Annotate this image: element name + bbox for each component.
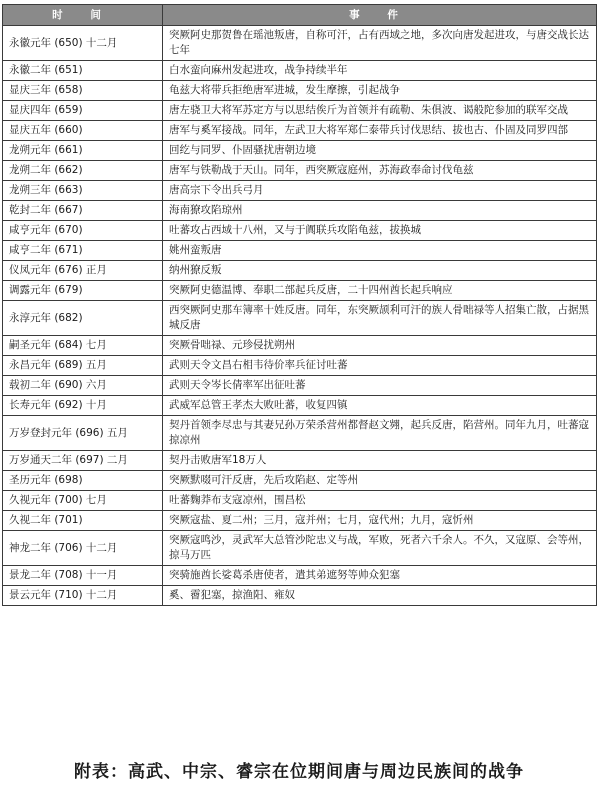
table-row — [3, 416, 597, 451]
table-row — [3, 356, 597, 376]
table-row — [3, 451, 597, 471]
table-row — [3, 301, 597, 336]
time-cell: 景龙二年 (708) 十一月 — [3, 566, 163, 586]
time-cell: 万岁登封元年 (696) 五月 — [3, 416, 163, 451]
table-row — [3, 281, 597, 301]
time-cell: 显庆四年 (659) — [3, 101, 163, 121]
time-cell: 万岁通天二年 (697) 二月 — [3, 451, 163, 471]
table-row — [3, 261, 597, 281]
event-cell: 西突厥阿史那车簿率十姓反唐。同年，东突厥颉利可汗的族人骨咄禄等人招集亡散，占据黑城反唐 — [163, 301, 597, 336]
time-cell: 永徽二年 (651) — [3, 61, 163, 81]
time-cell: 载初二年 (690) 六月 — [3, 376, 163, 396]
event-cell: 武威军总管王孝杰大败吐蕃，收复四镇 — [163, 396, 597, 416]
time-cell: 嗣圣元年 (684) 七月 — [3, 336, 163, 356]
time-cell: 圣历元年 (698) — [3, 471, 163, 491]
event-cell: 唐高宗下令出兵弓月 — [163, 181, 597, 201]
time-cell: 景云元年 (710) 十二月 — [3, 586, 163, 606]
table-row — [3, 181, 597, 201]
event-cell: 突厥寇鸣沙，灵武军大总管沙陀忠义与战，军败，死者六千余人。不久，又寇原、会等州，掠马万匹 — [163, 531, 597, 566]
table-row — [3, 121, 597, 141]
table-row — [3, 221, 597, 241]
table-row — [3, 81, 597, 101]
event-cell: 唐左骁卫大将军苏定方与以思结俟斤为首领并有疏勒、朱俱波、谒般陀参加的联军交战 — [163, 101, 597, 121]
event-cell: 唐军与铁勒战于天山。同年，西突厥寇庭州，苏海政奉命讨伐龟兹 — [163, 161, 597, 181]
time-cell: 咸亨元年 (670) — [3, 221, 163, 241]
event-cell: 武则天令文昌右相韦待价率兵征讨吐蕃 — [163, 356, 597, 376]
table-row — [3, 491, 597, 511]
event-cell: 契丹击败唐军18万人 — [163, 451, 597, 471]
event-cell: 突厥骨咄禄、元珍侵扰朔州 — [163, 336, 597, 356]
table-row — [3, 26, 597, 61]
time-cell: 乾封二年 (667) — [3, 201, 163, 221]
time-cell: 龙朔三年 (663) — [3, 181, 163, 201]
header-event: 事 件 — [163, 5, 597, 26]
event-cell: 奚、霫犯塞，掠渔阳、雍奴 — [163, 586, 597, 606]
table-row — [3, 376, 597, 396]
time-cell: 永昌元年 (689) 五月 — [3, 356, 163, 376]
event-cell: 吐蕃麴莽布支寇凉州，围昌松 — [163, 491, 597, 511]
table-row — [3, 531, 597, 566]
event-cell: 龟兹大将带兵拒绝唐军进城，发生摩擦，引起战争 — [163, 81, 597, 101]
time-cell: 永淳元年 (682) — [3, 301, 163, 336]
table-row — [3, 201, 597, 221]
time-cell: 神龙二年 (706) 十二月 — [3, 531, 163, 566]
event-cell: 突厥阿史德温博、奉职二部起兵反唐，二十四州酋长起兵响应 — [163, 281, 597, 301]
table-row — [3, 141, 597, 161]
time-cell: 龙朔二年 (662) — [3, 161, 163, 181]
table-row — [3, 471, 597, 491]
event-cell: 吐蕃攻占西域十八州，又与于阗联兵攻陷龟兹，拔换城 — [163, 221, 597, 241]
event-cell: 海南獠攻陷琼州 — [163, 201, 597, 221]
time-cell: 龙朔元年 (661) — [3, 141, 163, 161]
table-caption: 附表：高武、中宗、睿宗在位期间唐与周边民族间的战争 — [74, 762, 524, 782]
time-cell: 长寿元年 (692) 十月 — [3, 396, 163, 416]
table-row — [3, 101, 597, 121]
event-cell: 突厥默啜可汗反唐，先后攻陷赵、定等州 — [163, 471, 597, 491]
table-body — [3, 26, 597, 606]
event-cell: 突厥寇盐、夏二州；三月，寇并州；七月，寇代州；九月，寇忻州 — [163, 511, 597, 531]
time-cell: 调露元年 (679) — [3, 281, 163, 301]
table-row — [3, 161, 597, 181]
event-cell: 姚州蛮叛唐 — [163, 241, 597, 261]
time-cell: 咸亨二年 (671) — [3, 241, 163, 261]
event-cell: 纳州獠反叛 — [163, 261, 597, 281]
time-cell: 久视二年 (701) — [3, 511, 163, 531]
event-cell: 契丹首领李尽忠与其妻兄孙万荣杀营州都督赵文翙，起兵反唐，陷营州。同年九月，吐蕃寇掠凉州 — [163, 416, 597, 451]
event-cell: 唐军与奚军接战。同年，左武卫大将军郑仁泰带兵讨伐思结、拔也古、仆固及同罗四部 — [163, 121, 597, 141]
event-cell: 武则天令岑长倩率军出征吐蕃 — [163, 376, 597, 396]
war-table — [2, 4, 597, 606]
event-cell: 突骑施酋长娑葛杀唐使者，遣其弟遮努等帅众犯塞 — [163, 566, 597, 586]
event-cell: 白水蛮向麻州发起进攻，战争持续半年 — [163, 61, 597, 81]
table-row — [3, 61, 597, 81]
event-cell: 突厥阿史那贺鲁在瑶池叛唐，自称可汗，占有西域之地，多次向唐发起进攻，与唐交战长达七年 — [163, 26, 597, 61]
table-row — [3, 241, 597, 261]
time-cell: 显庆三年 (658) — [3, 81, 163, 101]
table-row — [3, 586, 597, 606]
header-time: 时 间 — [3, 5, 163, 26]
time-cell: 久视元年 (700) 七月 — [3, 491, 163, 511]
table-header-row — [3, 5, 597, 26]
table-row — [3, 396, 597, 416]
table-row — [3, 511, 597, 531]
table-row — [3, 566, 597, 586]
time-cell: 显庆五年 (660) — [3, 121, 163, 141]
table-row — [3, 336, 597, 356]
time-cell: 仪凤元年 (676) 正月 — [3, 261, 163, 281]
event-cell: 回纥与同罗、仆固骚扰唐朝边境 — [163, 141, 597, 161]
time-cell: 永徽元年 (650) 十二月 — [3, 26, 163, 61]
